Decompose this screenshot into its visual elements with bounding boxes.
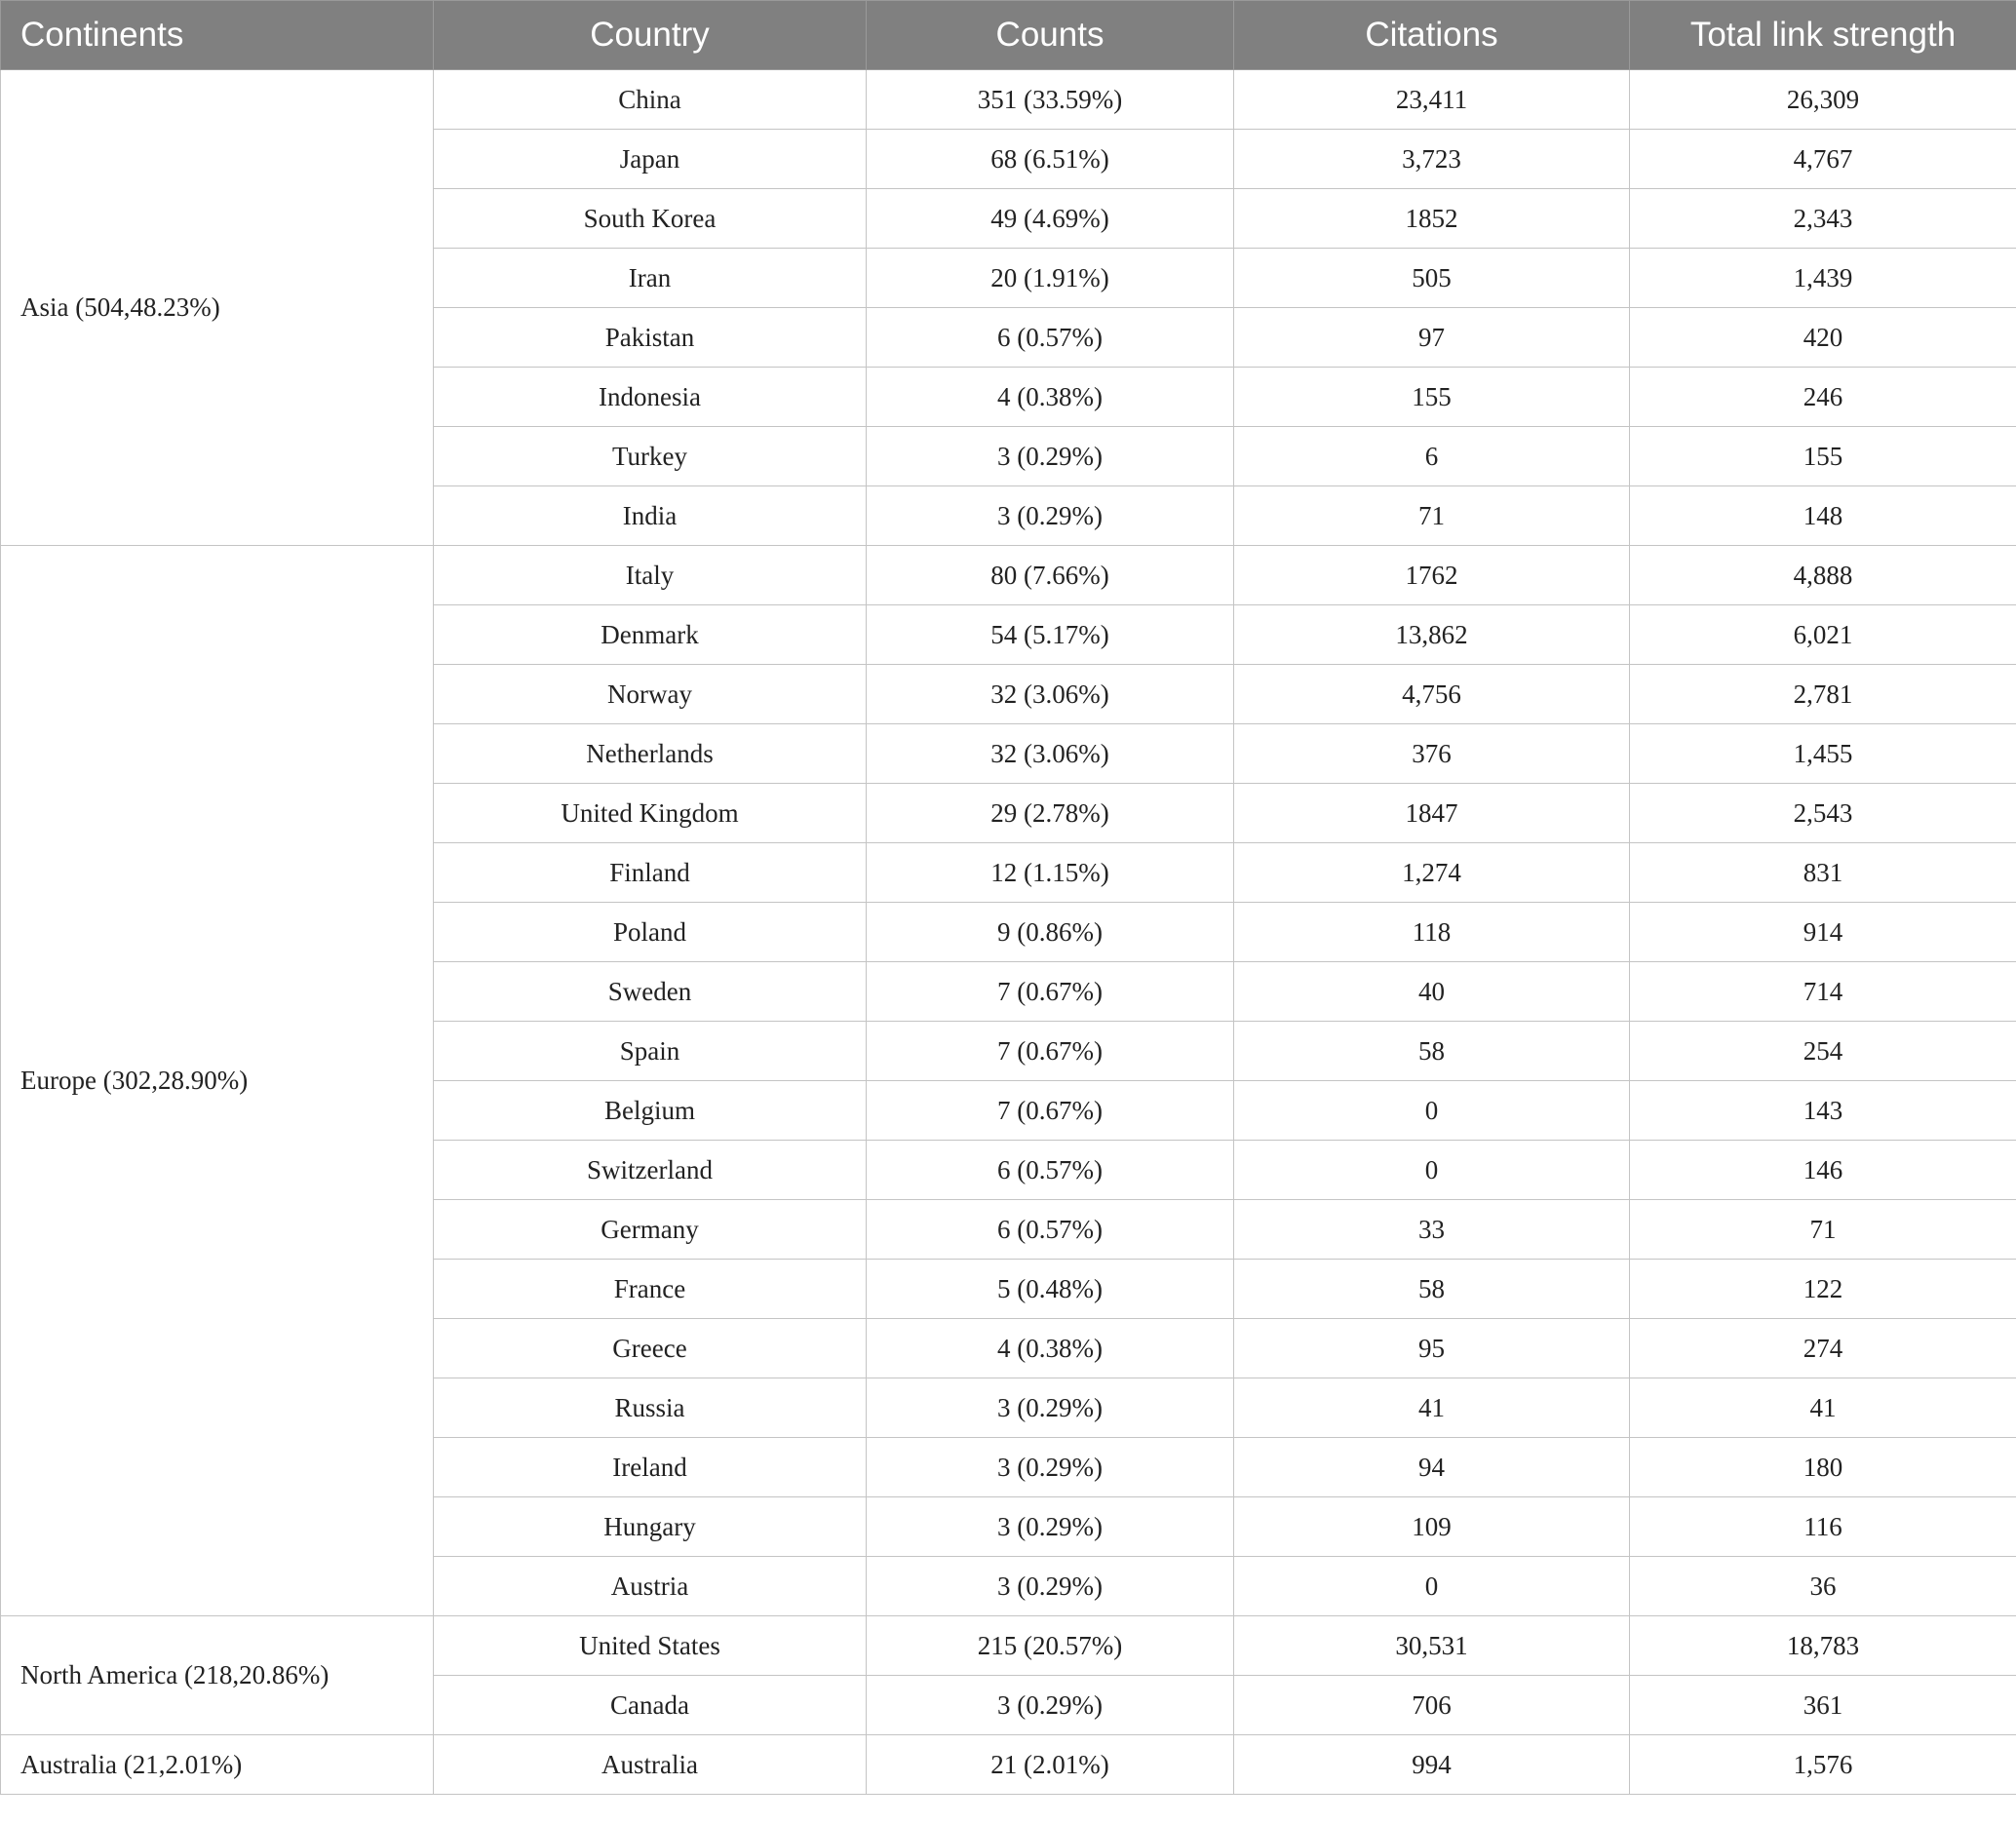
cell-citations: 376 xyxy=(1234,724,1630,784)
header-total-link-strength: Total link strength xyxy=(1630,1,2016,70)
cell-counts: 3 (0.29%) xyxy=(867,427,1234,486)
cell-country: France xyxy=(434,1260,867,1319)
cell-citations: 994 xyxy=(1234,1735,1630,1795)
cell-country: China xyxy=(434,70,867,130)
cell-country: United States xyxy=(434,1616,867,1676)
cell-citations: 40 xyxy=(1234,962,1630,1022)
header-counts: Counts xyxy=(867,1,1234,70)
cell-counts: 20 (1.91%) xyxy=(867,249,1234,308)
table-header xyxy=(1,1,2016,70)
cell-counts: 215 (20.57%) xyxy=(867,1616,1234,1676)
cell-counts: 6 (0.57%) xyxy=(867,308,1234,368)
cell-continent: Europe (302,28.90%) xyxy=(1,546,434,1616)
cell-citations: 71 xyxy=(1234,486,1630,546)
cell-country: Ireland xyxy=(434,1438,867,1497)
table-row xyxy=(1,1616,2016,1676)
table-body xyxy=(1,70,2016,1795)
cell-citations: 3,723 xyxy=(1234,130,1630,189)
cell-country: Canada xyxy=(434,1676,867,1735)
cell-country: Belgium xyxy=(434,1081,867,1141)
cell-counts: 9 (0.86%) xyxy=(867,903,1234,962)
cell-country: United Kingdom xyxy=(434,784,867,843)
cell-country: Australia xyxy=(434,1735,867,1795)
cell-total-link-strength: 361 xyxy=(1630,1676,2016,1735)
cell-total-link-strength: 41 xyxy=(1630,1378,2016,1438)
cell-country: Hungary xyxy=(434,1497,867,1557)
cell-continent: Australia (21,2.01%) xyxy=(1,1735,434,1795)
cell-citations: 95 xyxy=(1234,1319,1630,1378)
cell-counts: 351 (33.59%) xyxy=(867,70,1234,130)
cell-citations: 1847 xyxy=(1234,784,1630,843)
cell-country: Turkey xyxy=(434,427,867,486)
cell-total-link-strength: 26,309 xyxy=(1630,70,2016,130)
table-row xyxy=(1,546,2016,605)
cell-counts: 3 (0.29%) xyxy=(867,1378,1234,1438)
cell-total-link-strength: 1,576 xyxy=(1630,1735,2016,1795)
cell-total-link-strength: 4,888 xyxy=(1630,546,2016,605)
cell-country: India xyxy=(434,486,867,546)
cell-counts: 7 (0.67%) xyxy=(867,1022,1234,1081)
cell-citations: 94 xyxy=(1234,1438,1630,1497)
cell-counts: 4 (0.38%) xyxy=(867,1319,1234,1378)
cell-country: Russia xyxy=(434,1378,867,1438)
cell-total-link-strength: 116 xyxy=(1630,1497,2016,1557)
cell-country: Indonesia xyxy=(434,368,867,427)
cell-continent: North America (218,20.86%) xyxy=(1,1616,434,1735)
cell-total-link-strength: 714 xyxy=(1630,962,2016,1022)
cell-country: Denmark xyxy=(434,605,867,665)
cell-citations: 4,756 xyxy=(1234,665,1630,724)
cell-citations: 23,411 xyxy=(1234,70,1630,130)
cell-total-link-strength: 1,455 xyxy=(1630,724,2016,784)
cell-citations: 30,531 xyxy=(1234,1616,1630,1676)
cell-total-link-strength: 122 xyxy=(1630,1260,2016,1319)
cell-citations: 41 xyxy=(1234,1378,1630,1438)
cell-country: Netherlands xyxy=(434,724,867,784)
cell-citations: 1762 xyxy=(1234,546,1630,605)
cell-continent: Asia (504,48.23%) xyxy=(1,70,434,546)
cell-total-link-strength: 254 xyxy=(1630,1022,2016,1081)
cell-counts: 68 (6.51%) xyxy=(867,130,1234,189)
cell-total-link-strength: 18,783 xyxy=(1630,1616,2016,1676)
cell-counts: 29 (2.78%) xyxy=(867,784,1234,843)
cell-counts: 80 (7.66%) xyxy=(867,546,1234,605)
cell-country: Greece xyxy=(434,1319,867,1378)
cell-total-link-strength: 148 xyxy=(1630,486,2016,546)
cell-citations: 155 xyxy=(1234,368,1630,427)
cell-country: Austria xyxy=(434,1557,867,1616)
cell-citations: 0 xyxy=(1234,1141,1630,1200)
cell-counts: 7 (0.67%) xyxy=(867,962,1234,1022)
cell-country: Japan xyxy=(434,130,867,189)
cell-total-link-strength: 6,021 xyxy=(1630,605,2016,665)
cell-citations: 706 xyxy=(1234,1676,1630,1735)
cell-country: Switzerland xyxy=(434,1141,867,1200)
cell-total-link-strength: 2,781 xyxy=(1630,665,2016,724)
cell-total-link-strength: 143 xyxy=(1630,1081,2016,1141)
cell-counts: 32 (3.06%) xyxy=(867,724,1234,784)
cell-total-link-strength: 420 xyxy=(1630,308,2016,368)
cell-total-link-strength: 36 xyxy=(1630,1557,2016,1616)
cell-citations: 0 xyxy=(1234,1081,1630,1141)
cell-total-link-strength: 2,343 xyxy=(1630,189,2016,249)
cell-counts: 3 (0.29%) xyxy=(867,486,1234,546)
cell-counts: 6 (0.57%) xyxy=(867,1200,1234,1260)
cell-citations: 33 xyxy=(1234,1200,1630,1260)
cell-country: Iran xyxy=(434,249,867,308)
cell-citations: 0 xyxy=(1234,1557,1630,1616)
cell-citations: 97 xyxy=(1234,308,1630,368)
cell-total-link-strength: 155 xyxy=(1630,427,2016,486)
cell-country: Spain xyxy=(434,1022,867,1081)
cell-counts: 21 (2.01%) xyxy=(867,1735,1234,1795)
cell-counts: 12 (1.15%) xyxy=(867,843,1234,903)
cell-total-link-strength: 71 xyxy=(1630,1200,2016,1260)
cell-total-link-strength: 274 xyxy=(1630,1319,2016,1378)
cell-citations: 118 xyxy=(1234,903,1630,962)
cell-country: Norway xyxy=(434,665,867,724)
cell-citations: 109 xyxy=(1234,1497,1630,1557)
cell-citations: 1852 xyxy=(1234,189,1630,249)
cell-total-link-strength: 4,767 xyxy=(1630,130,2016,189)
cell-counts: 4 (0.38%) xyxy=(867,368,1234,427)
cell-country: South Korea xyxy=(434,189,867,249)
cell-country: Italy xyxy=(434,546,867,605)
cell-total-link-strength: 831 xyxy=(1630,843,2016,903)
table-row xyxy=(1,70,2016,130)
cell-country: Pakistan xyxy=(434,308,867,368)
cell-country: Poland xyxy=(434,903,867,962)
cell-country: Sweden xyxy=(434,962,867,1022)
cell-counts: 3 (0.29%) xyxy=(867,1557,1234,1616)
cell-total-link-strength: 180 xyxy=(1630,1438,2016,1497)
cell-citations: 58 xyxy=(1234,1260,1630,1319)
cell-citations: 58 xyxy=(1234,1022,1630,1081)
cell-citations: 13,862 xyxy=(1234,605,1630,665)
cell-counts: 54 (5.17%) xyxy=(867,605,1234,665)
header-citations: Citations xyxy=(1234,1,1630,70)
cell-counts: 3 (0.29%) xyxy=(867,1438,1234,1497)
cell-citations: 505 xyxy=(1234,249,1630,308)
cell-total-link-strength: 246 xyxy=(1630,368,2016,427)
cell-total-link-strength: 914 xyxy=(1630,903,2016,962)
cell-counts: 7 (0.67%) xyxy=(867,1081,1234,1141)
cell-country: Finland xyxy=(434,843,867,903)
cell-counts: 5 (0.48%) xyxy=(867,1260,1234,1319)
cell-total-link-strength: 2,543 xyxy=(1630,784,2016,843)
cell-counts: 49 (4.69%) xyxy=(867,189,1234,249)
cell-country: Germany xyxy=(434,1200,867,1260)
cell-counts: 3 (0.29%) xyxy=(867,1497,1234,1557)
cell-counts: 3 (0.29%) xyxy=(867,1676,1234,1735)
header-country: Country xyxy=(434,1,867,70)
cell-citations: 6 xyxy=(1234,427,1630,486)
header-continents: Continents xyxy=(1,1,434,70)
header-row xyxy=(1,1,2016,70)
table-row xyxy=(1,1735,2016,1795)
cell-total-link-strength: 146 xyxy=(1630,1141,2016,1200)
cell-counts: 32 (3.06%) xyxy=(867,665,1234,724)
cell-citations: 1,274 xyxy=(1234,843,1630,903)
cell-counts: 6 (0.57%) xyxy=(867,1141,1234,1200)
cell-total-link-strength: 1,439 xyxy=(1630,249,2016,308)
